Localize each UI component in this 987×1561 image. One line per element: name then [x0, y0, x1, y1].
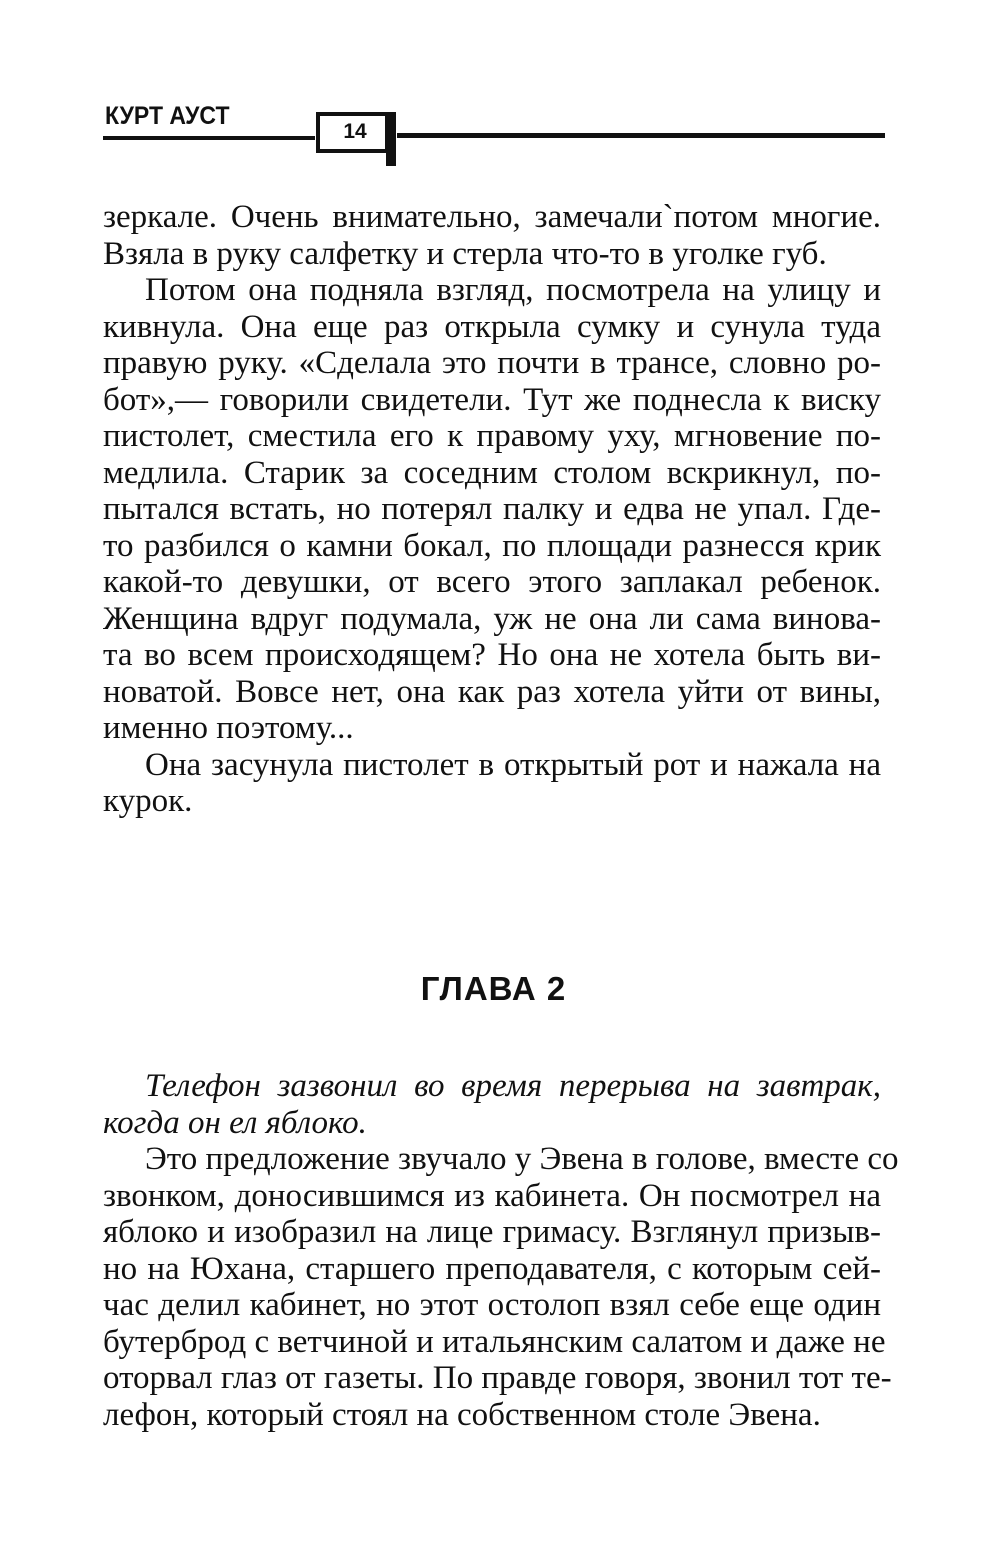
section-1-text [103, 199, 881, 820]
text-line: медлила. Старик за соседним столом вскрикнул, по- [103, 454, 881, 491]
running-header [103, 96, 885, 166]
page-number-box [316, 112, 389, 153]
text-line: Взяла в руку салфетку и стерла что-то в уголке губ. [103, 235, 827, 272]
text-line: когда он ел яблоко. [103, 1104, 367, 1141]
text-line: но на Юхана, старшего преподавателя, с которым сей- [103, 1250, 881, 1287]
text-line: новатой. Вовсе нет, она как раз хотела уйти от вины, [103, 673, 881, 710]
text-line: звонком, доносившимся из кабинета. Он посмотрел на [103, 1177, 881, 1214]
text-line: Потом она подняла взгляд, посмотрела на улицу и [145, 272, 881, 308]
text-line: Это предложение звучало у Эвена в голове, вместе со [145, 1141, 899, 1177]
text-line: то разбился о камни бокал, по площади разнесся крик [103, 527, 881, 564]
text-line: пистолет, сместила его к правому уху, мгновение по- [103, 418, 881, 454]
text-line: зеркале. Очень внимательно, замечали`потом многие. [103, 199, 881, 235]
text-line: бот»,— говорили свидетели. Тут же поднесла к виску [103, 381, 881, 418]
page-number: 14 [343, 120, 367, 143]
paragraph-2 [103, 272, 881, 747]
page-number-box-edge [386, 112, 396, 166]
text-line: правую руку. «Сделала это почти в трансе, словно ро- [103, 345, 881, 381]
text-line: Телефон зазвонил во время перерыва на завтрак, [145, 1068, 881, 1104]
text-line: лефон, который стоял на собственном столе Эвена. [103, 1396, 821, 1433]
header-rule-left [103, 136, 315, 140]
paragraph-3 [103, 747, 881, 820]
text-line: час делил кабинет, но этот остолоп взял себе еще один [103, 1287, 881, 1323]
text-line: та во всем происходящем? Но она не хотела быть ви- [103, 637, 881, 673]
chapter-heading: ГЛАВА 2 [420, 970, 567, 1007]
text-line: яблоко и изобразил на лице гримасу. Взглянул призыв- [103, 1214, 881, 1250]
author-name: КУРТ АУСТ [105, 102, 230, 130]
text-line: какой-то девушки, от всего этого заплакал ребенок. [103, 564, 881, 600]
text-line: оторвал глаз от газеты. По правде говоря, звонил тот те- [103, 1360, 892, 1396]
header-rule-right [397, 133, 885, 138]
text-line: Она засунула пистолет в открытый рот и нажала на [145, 746, 881, 783]
paragraph-1 [103, 199, 881, 272]
paragraph-4 [103, 1141, 899, 1433]
text-line: именно поэтому... [103, 710, 354, 746]
text-line: бутерброд с ветчиной и итальянским салатом и даже не [103, 1323, 886, 1360]
epigraph [103, 1068, 881, 1141]
text-line: Женщина вдруг подумала, уж не она ли сама винова- [103, 600, 881, 637]
text-line: курок. [103, 783, 193, 819]
text-line: пытался встать, но потерял палку и едва не упал. Где- [103, 491, 881, 527]
text-line: кивнула. Она еще раз открыла сумку и сунула туда [103, 308, 881, 345]
section-2-text [103, 1068, 899, 1433]
